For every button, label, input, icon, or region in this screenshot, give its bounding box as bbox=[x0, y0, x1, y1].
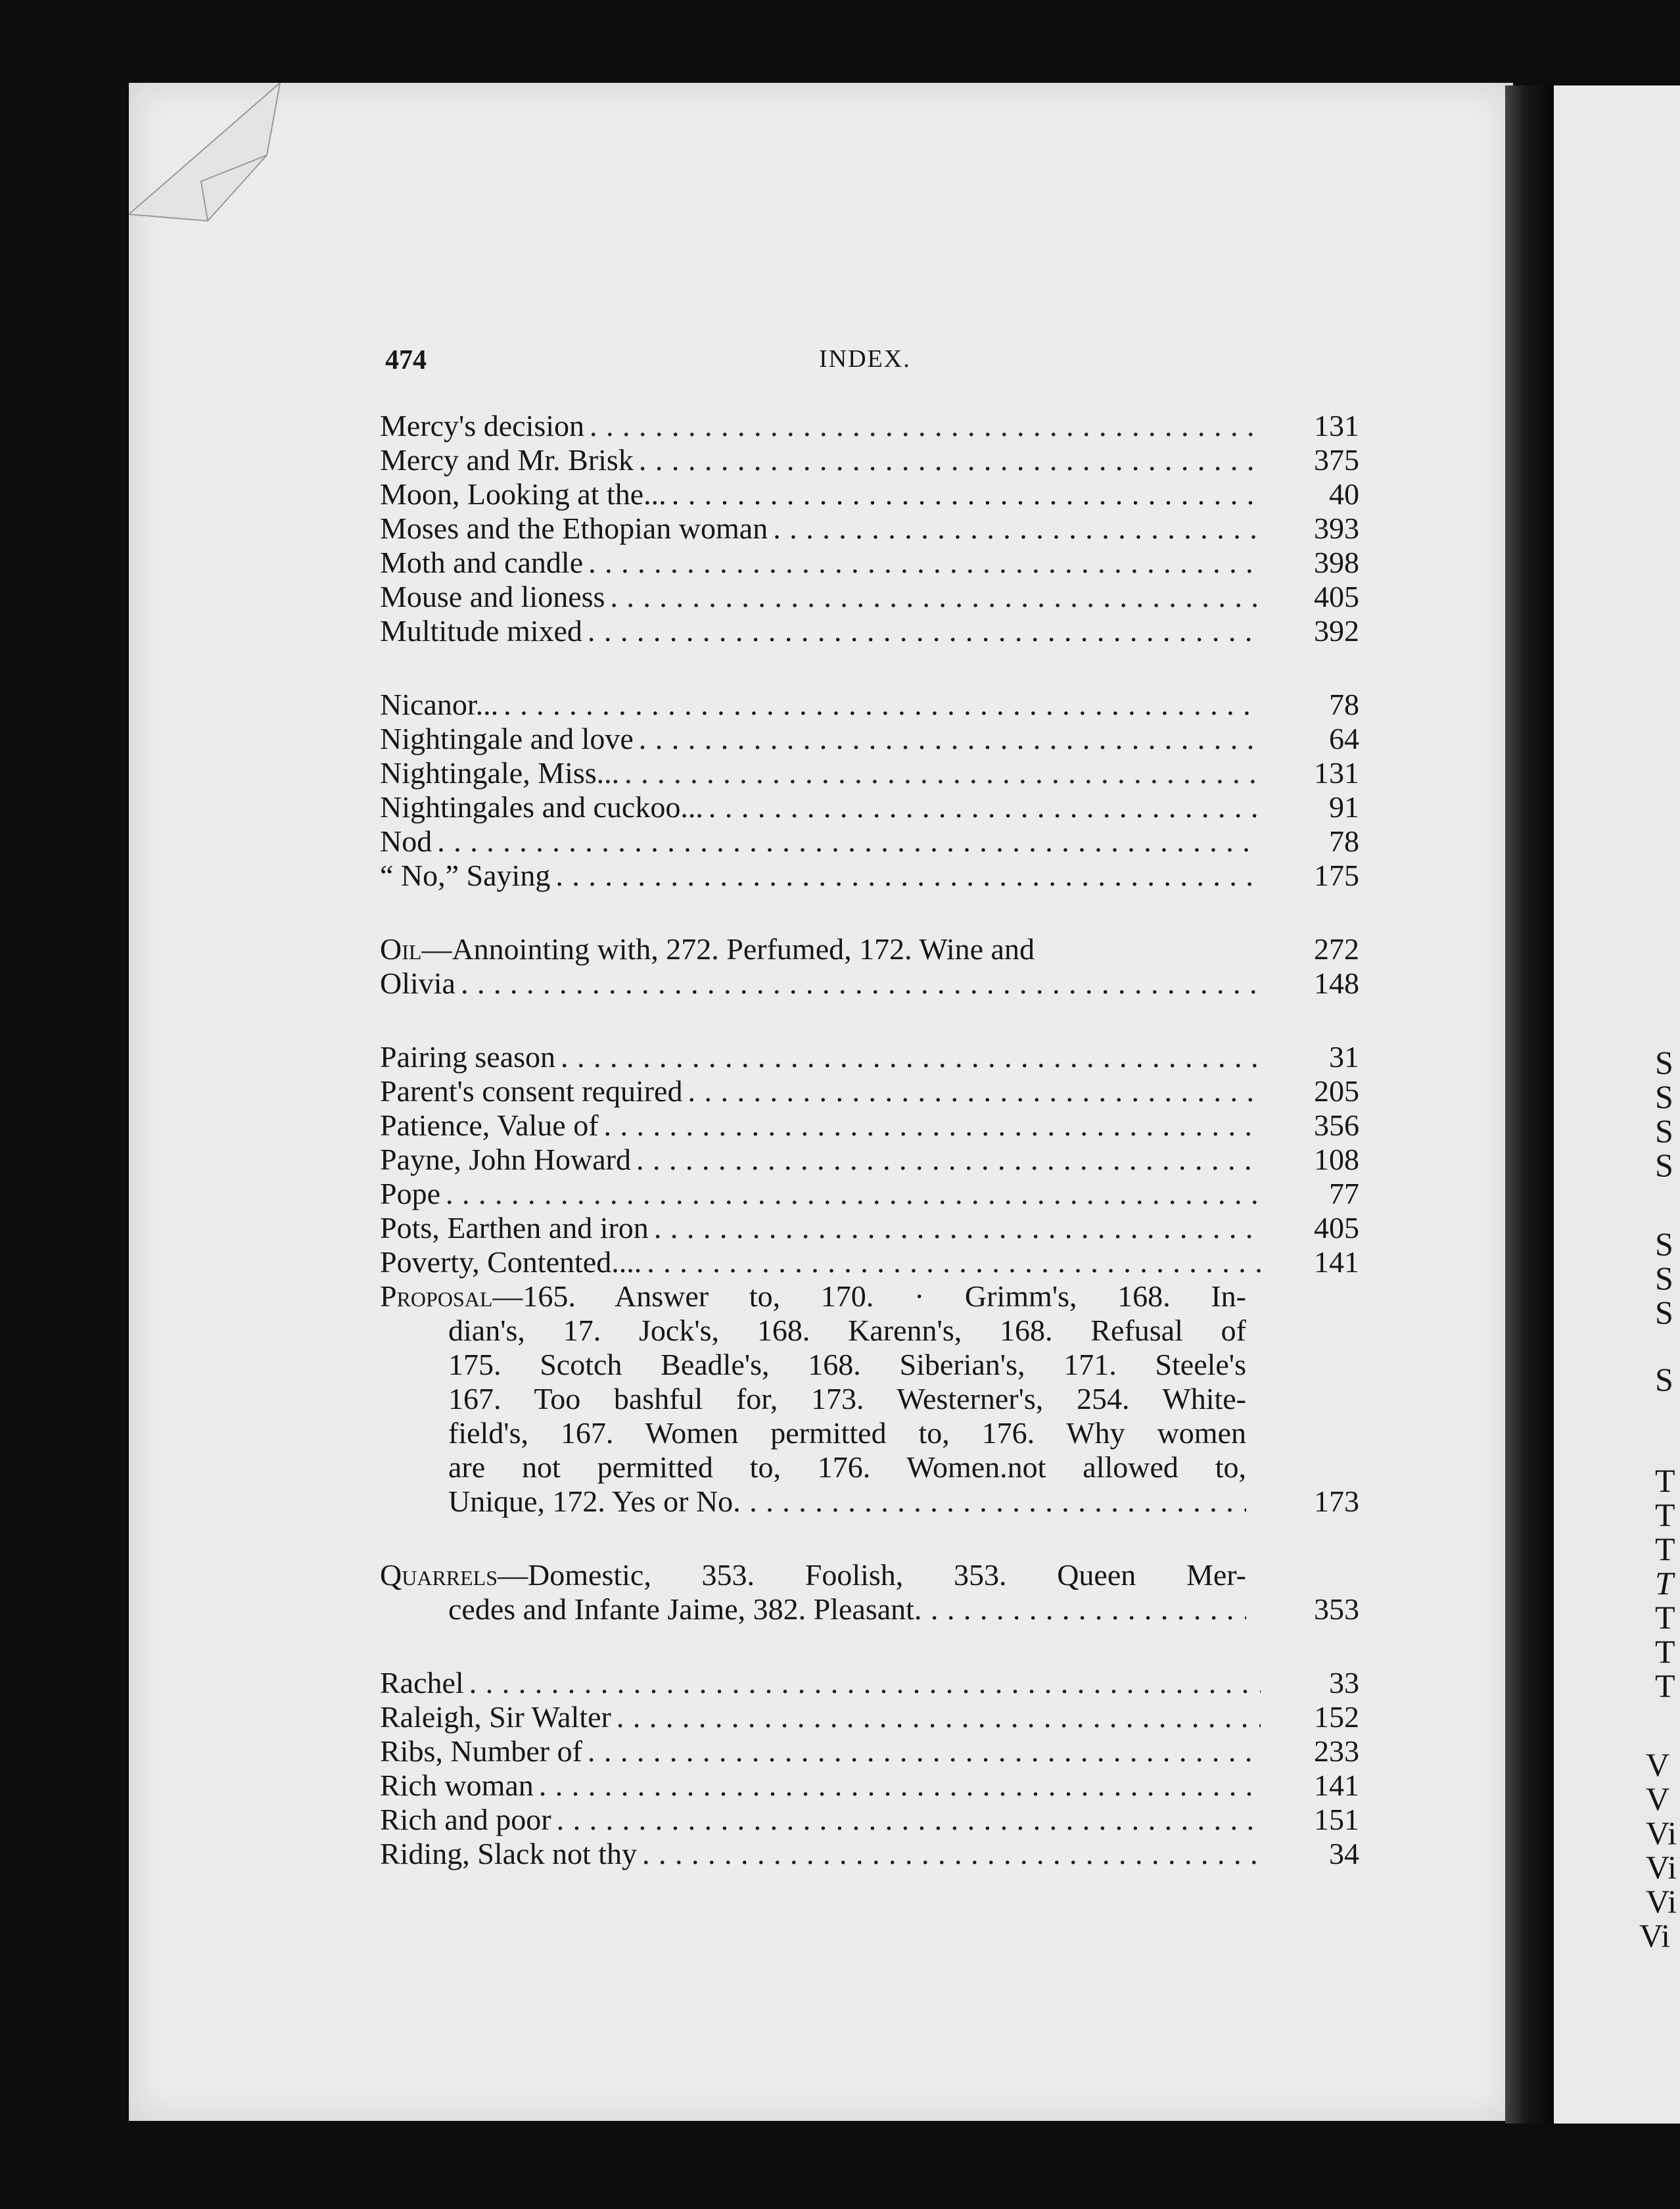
next-page-fragment: Vi bbox=[1646, 1883, 1677, 1920]
index-entry: Mercy and Mr. Brisk . . . 375 bbox=[380, 443, 1359, 477]
next-page-fragment: S bbox=[1655, 1225, 1673, 1262]
index-entry: Multitude mixed . . . 392 bbox=[380, 614, 1359, 648]
index-list bbox=[380, 409, 1359, 1911]
index-group-p bbox=[380, 1040, 1359, 1519]
index-group-q bbox=[380, 1558, 1359, 1627]
next-page-fragment: S bbox=[1655, 1112, 1673, 1149]
next-page-fragment: V bbox=[1646, 1780, 1670, 1817]
index-entry: Parent's consent required . . . 205 bbox=[380, 1074, 1359, 1108]
next-page-fragment: S bbox=[1655, 1294, 1673, 1331]
next-page-edge bbox=[1554, 85, 1680, 2124]
index-entry: Nightingales and cuckoo... . . . 91 bbox=[380, 790, 1359, 824]
page-number: 474 bbox=[385, 345, 427, 375]
index-entry: Patience, Value of . . . 356 bbox=[380, 1108, 1359, 1143]
next-page-fragment: T bbox=[1655, 1599, 1675, 1636]
index-entry: Nod . . . 78 bbox=[380, 824, 1359, 859]
index-entry: Pairing season . . . 31 bbox=[380, 1040, 1359, 1074]
next-page-fragment: Vi bbox=[1646, 1815, 1677, 1851]
index-entry: Mouse and lioness . . . 405 bbox=[380, 580, 1359, 614]
index-entry: Pots, Earthen and iron . . . 405 bbox=[380, 1211, 1359, 1245]
next-page-fragment: T bbox=[1655, 1633, 1675, 1670]
index-entry: Nightingale, Miss... . . . 131 bbox=[380, 756, 1359, 790]
index-heading: Oil bbox=[380, 932, 422, 966]
index-entry: Poverty, Contented.... . . . 141 bbox=[380, 1245, 1359, 1279]
index-entry-quarrels: Quarrels—Domestic, 353. Foolish, 353. Queen Mer- cedes and Infante Jaime, 382. Pleasant . . . 353 bbox=[380, 1558, 1359, 1627]
running-title: INDEX. bbox=[819, 345, 911, 373]
index-entry-oil: Oil—Annointing with, 272. Perfumed, 172. Wine and 272 bbox=[380, 932, 1359, 966]
index-entry: Payne, John Howard . . . 108 bbox=[380, 1143, 1359, 1177]
next-page-fragment: S bbox=[1655, 1260, 1673, 1296]
next-page-fragment: S bbox=[1655, 1147, 1673, 1183]
index-entry: Nicanor... . . . 78 bbox=[380, 688, 1359, 722]
next-page-fragment: T bbox=[1655, 1565, 1673, 1602]
index-entry: Moon, Looking at the... . . . 40 bbox=[380, 477, 1359, 511]
next-page-fragment: T bbox=[1655, 1531, 1675, 1567]
page-header bbox=[385, 344, 1358, 384]
index-group-r bbox=[380, 1666, 1359, 1871]
index-entry: Moses and the Ethopian woman . . . 393 bbox=[380, 511, 1359, 546]
next-page-fragment: S bbox=[1655, 1078, 1673, 1115]
index-group-m bbox=[380, 409, 1359, 648]
index-entry: Nightingale and love . . . 64 bbox=[380, 722, 1359, 756]
next-page-fragment: T bbox=[1655, 1462, 1675, 1499]
index-entry: Rich and poor . . . 151 bbox=[380, 1803, 1359, 1837]
index-entry-proposal: Proposal—165. Answer to, 170. · Grimm's, 168. In- dian's, 17. Jock's, 168. Karenn's, 168. Refusal of 175. Scotch Beadle's, 168. Siberian's, 171. Steele's 167. Too bashful for, 173. Westerner's, 254. White- field's, 167. Women permitted to, 176. Why women are not permitted to, 176. Women.not allowed to, Unique, 172. Yes or No . . . 173 bbox=[380, 1279, 1359, 1519]
index-entry: Moth and candle . . . 398 bbox=[380, 546, 1359, 580]
next-page-fragment: S bbox=[1655, 1044, 1673, 1081]
index-entry: Olivia . . . 148 bbox=[380, 966, 1359, 1001]
index-group-n bbox=[380, 688, 1359, 893]
index-entry: Riding, Slack not thy . . . 34 bbox=[380, 1837, 1359, 1871]
index-entry: Raleigh, Sir Walter . . . 152 bbox=[380, 1700, 1359, 1734]
next-page-fragment: T bbox=[1655, 1667, 1675, 1704]
index-entry: Pope . . . 77 bbox=[380, 1177, 1359, 1211]
next-page-fragment: T bbox=[1655, 1496, 1675, 1533]
index-group-o bbox=[380, 932, 1359, 1001]
index-entry: Rich woman . . . 141 bbox=[380, 1769, 1359, 1803]
next-page-fragment: V bbox=[1646, 1746, 1670, 1783]
index-entry: Mercy's decision . . . 131 bbox=[380, 409, 1359, 443]
folded-corner-mark bbox=[129, 83, 287, 227]
next-page-fragment: Vi bbox=[1639, 1917, 1670, 1954]
index-heading: Quarrels bbox=[380, 1558, 498, 1592]
index-heading: Proposal bbox=[380, 1279, 493, 1313]
index-entry: “ No,” Saying . . . 175 bbox=[380, 859, 1359, 893]
next-page-fragment: S bbox=[1655, 1361, 1673, 1398]
book-gutter bbox=[1505, 85, 1554, 2124]
index-entry: Rachel . . . 33 bbox=[380, 1666, 1359, 1700]
index-entry: Ribs, Number of . . . 233 bbox=[380, 1734, 1359, 1769]
next-page-fragment: Vi bbox=[1646, 1849, 1677, 1886]
